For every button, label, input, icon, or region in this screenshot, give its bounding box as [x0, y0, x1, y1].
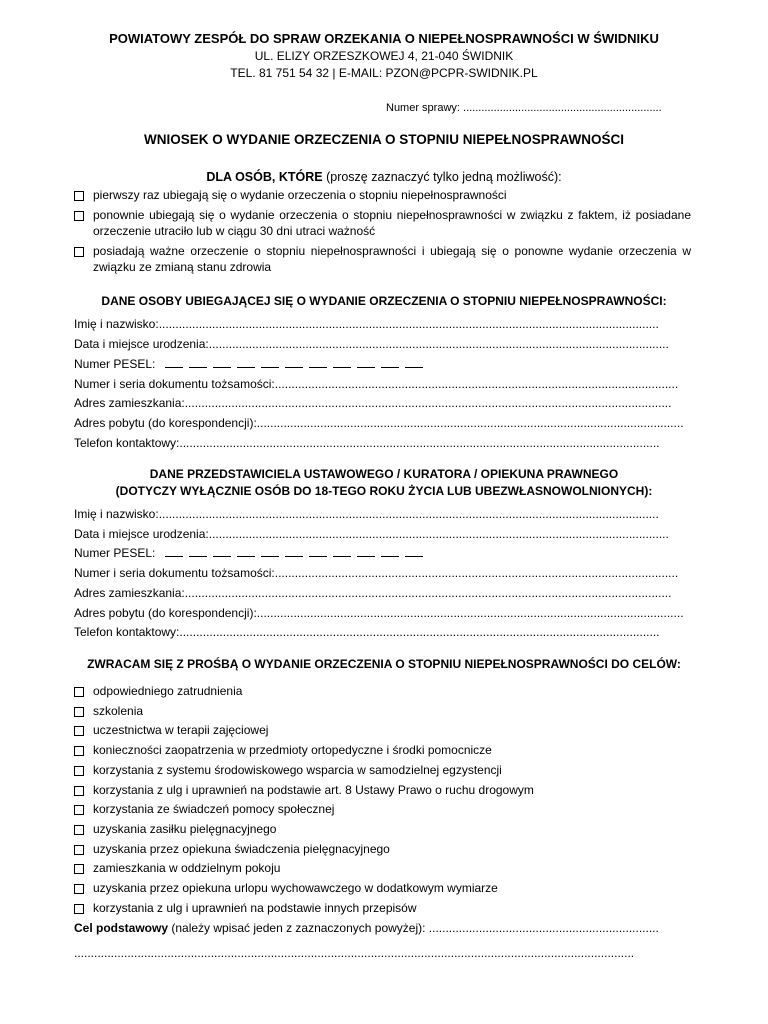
- applicant-correspondence-field[interactable]: Adres pobytu (do korespondencji):................................................................................................................................: [74, 416, 684, 430]
- purpose-label: szkolenia: [93, 704, 144, 718]
- representative-heading: DANE PRZEDSTAWICIELA USTAWOWEGO / KURATORA / OPIEKUNA PRAWNEGO: [149, 467, 619, 481]
- purpose-label: korzystania z systemu środowiskowego wsparcia w samodzielnej egzystencji: [93, 763, 502, 777]
- purpose-checkbox[interactable]: [74, 746, 84, 756]
- office-contact: TEL. 81 751 54 32 | E-MAIL: PZON@PCPR-SWIDNIK.PL: [230, 66, 538, 80]
- applicant-birth-field[interactable]: Data i miejsce urodzenia:..........................................................................................................................................: [74, 337, 669, 351]
- checkbox-renewal-health-change[interactable]: [74, 247, 84, 257]
- case-number-field[interactable]: Numer sprawy: .................................................................: [386, 102, 662, 114]
- applicant-heading: DANE OSOBY UBIEGAJĄCEJ SIĘ O WYDANIE ORZECZENIA O STOPNIU NIEPEŁNOSPRAWNOŚCI:: [101, 294, 667, 308]
- purpose-checkbox[interactable]: [74, 687, 84, 697]
- purpose-checkbox[interactable]: [74, 805, 84, 815]
- representative-id-document-field[interactable]: Numer i seria dokumentu tożsamości:.........................................................................................................................: [74, 566, 679, 580]
- representative-name-field[interactable]: Imię i nazwisko:......................................................................................................................................................: [74, 507, 659, 521]
- checkbox-first-time[interactable]: [74, 191, 84, 201]
- purpose-checkbox[interactable]: [74, 845, 84, 855]
- applicant-name-field[interactable]: Imię i nazwisko:......................................................................................................................................................: [74, 317, 659, 331]
- purpose-label: korzystania ze świadczeń pomocy społecznej: [93, 802, 335, 816]
- applicant-address-field[interactable]: Adres zamieszkania:..................................................................................................................................................: [74, 396, 672, 410]
- for-persons-note: (proszę zaznaczyć tylko jedną możliwość):: [322, 170, 562, 184]
- purpose-label: korzystania z ulg i uprawnień na podstawie art. 8 Ustawy Prawo o ruchu drogowym: [93, 783, 534, 797]
- purpose-checkbox[interactable]: [74, 726, 84, 736]
- purpose-checkbox[interactable]: [74, 884, 84, 894]
- purpose-label: konieczności zaopatrzenia w przedmioty ortopedyczne i środki pomocnicze: [93, 743, 492, 757]
- representative-address-field[interactable]: Adres zamieszkania:..................................................................................................................................................: [74, 586, 672, 600]
- applicant-id-document-field[interactable]: Numer i seria dokumentu tożsamości:.........................................................................................................................: [74, 377, 679, 391]
- main-goal-continuation-line[interactable]: ........................................................................................................................................................................: [74, 946, 635, 960]
- representative-subheading: (DOTYCZY WYŁĄCZNIE OSÓB DO 18-TEGO ROKU ŻYCIA LUB UBEZWŁASNOWOLNIONYCH):: [115, 484, 653, 498]
- purpose-label: uzyskania przez opiekuna urlopu wychowawczego w dodatkowym wymiarze: [93, 881, 498, 895]
- representative-phone-field[interactable]: Telefon kontaktowy:................................................................................................................................................: [74, 625, 660, 639]
- purposes-heading: ZWRACAM SIĘ Z PROŚBĄ O WYDANIE ORZECZENIA O STOPNIU NIEPEŁNOSPRAWNOŚCI DO CELÓW:: [87, 657, 681, 671]
- purpose-label: odpowiedniego zatrudnienia: [93, 684, 243, 698]
- purpose-checkbox[interactable]: [74, 707, 84, 717]
- purpose-checkbox[interactable]: [74, 786, 84, 796]
- purpose-checkbox[interactable]: [74, 904, 84, 914]
- purpose-checkbox[interactable]: [74, 825, 84, 835]
- purpose-label: uzyskania zasiłku pielęgnacyjnego: [93, 822, 277, 836]
- purpose-label: uzyskania przez opiekuna świadczenia pielęgnacyjnego: [93, 842, 390, 856]
- office-name: POWIATOWY ZESPÓŁ DO SPRAW ORZEKANIA O NIEPEŁNOSPRAWNOŚCI W ŚWIDNIKU: [109, 31, 659, 46]
- applicant-phone-field[interactable]: Telefon kontaktowy:................................................................................................................................................: [74, 436, 660, 450]
- representative-pesel-label: Numer PESEL:: [74, 546, 156, 560]
- representative-birth-field[interactable]: Data i miejsce urodzenia:..........................................................................................................................................: [74, 527, 669, 541]
- applicant-pesel-label: Numer PESEL:: [74, 357, 156, 371]
- option-first-time: pierwszy raz ubiegają się o wydanie orzeczenia o stopniu niepełnosprawności: [93, 188, 507, 202]
- purpose-checkbox[interactable]: [74, 864, 84, 874]
- for-persons-bold: DLA OSÓB, KTÓRE: [206, 170, 323, 184]
- purpose-checkbox[interactable]: [74, 766, 84, 776]
- applicant-pesel-field[interactable]: [74, 357, 423, 371]
- office-address: UL. ELIZY ORZESZKOWEJ 4, 21-040 ŚWIDNIK: [254, 49, 514, 63]
- main-goal-note: (należy wpisać jeden z zaznaczonych powyżej): .....................................................................: [168, 921, 659, 935]
- form-title: WNIOSEK O WYDANIE ORZECZENIA O STOPNIU NIEPEŁNOSPRAWNOŚCI: [143, 132, 625, 147]
- main-goal-label: Cel podstawowy: [74, 921, 169, 935]
- purpose-label: uczestnictwa w terapii zajęciowej: [93, 723, 269, 737]
- for-persons-heading: [0, 170, 768, 184]
- option-renewal-health-change: posiadają ważne orzeczenie o stopniu niepełnosprawności i ubiegają się o ponowne wydanie orzeczenia w związku ze zmianą stanu zdrowia: [93, 244, 691, 274]
- option-renewal-expiring: ponownie ubiegają się o wydanie orzeczenia o stopniu niepełnosprawności w związku z faktem, iż posiadane orzeczenie utraciło lub w ciągu 30 dni utraci ważność: [93, 208, 691, 238]
- purpose-label: korzystania z ulg i uprawnień na podstawie innych przepisów: [93, 901, 417, 915]
- checkbox-renewal-expiring[interactable]: [74, 211, 84, 221]
- main-goal-field[interactable]: [74, 921, 692, 935]
- representative-correspondence-field[interactable]: Adres pobytu (do korespondencji):................................................................................................................................: [74, 606, 684, 620]
- purpose-label: zamieszkania w oddzielnym pokoju: [93, 861, 281, 875]
- representative-pesel-field[interactable]: [74, 546, 423, 560]
